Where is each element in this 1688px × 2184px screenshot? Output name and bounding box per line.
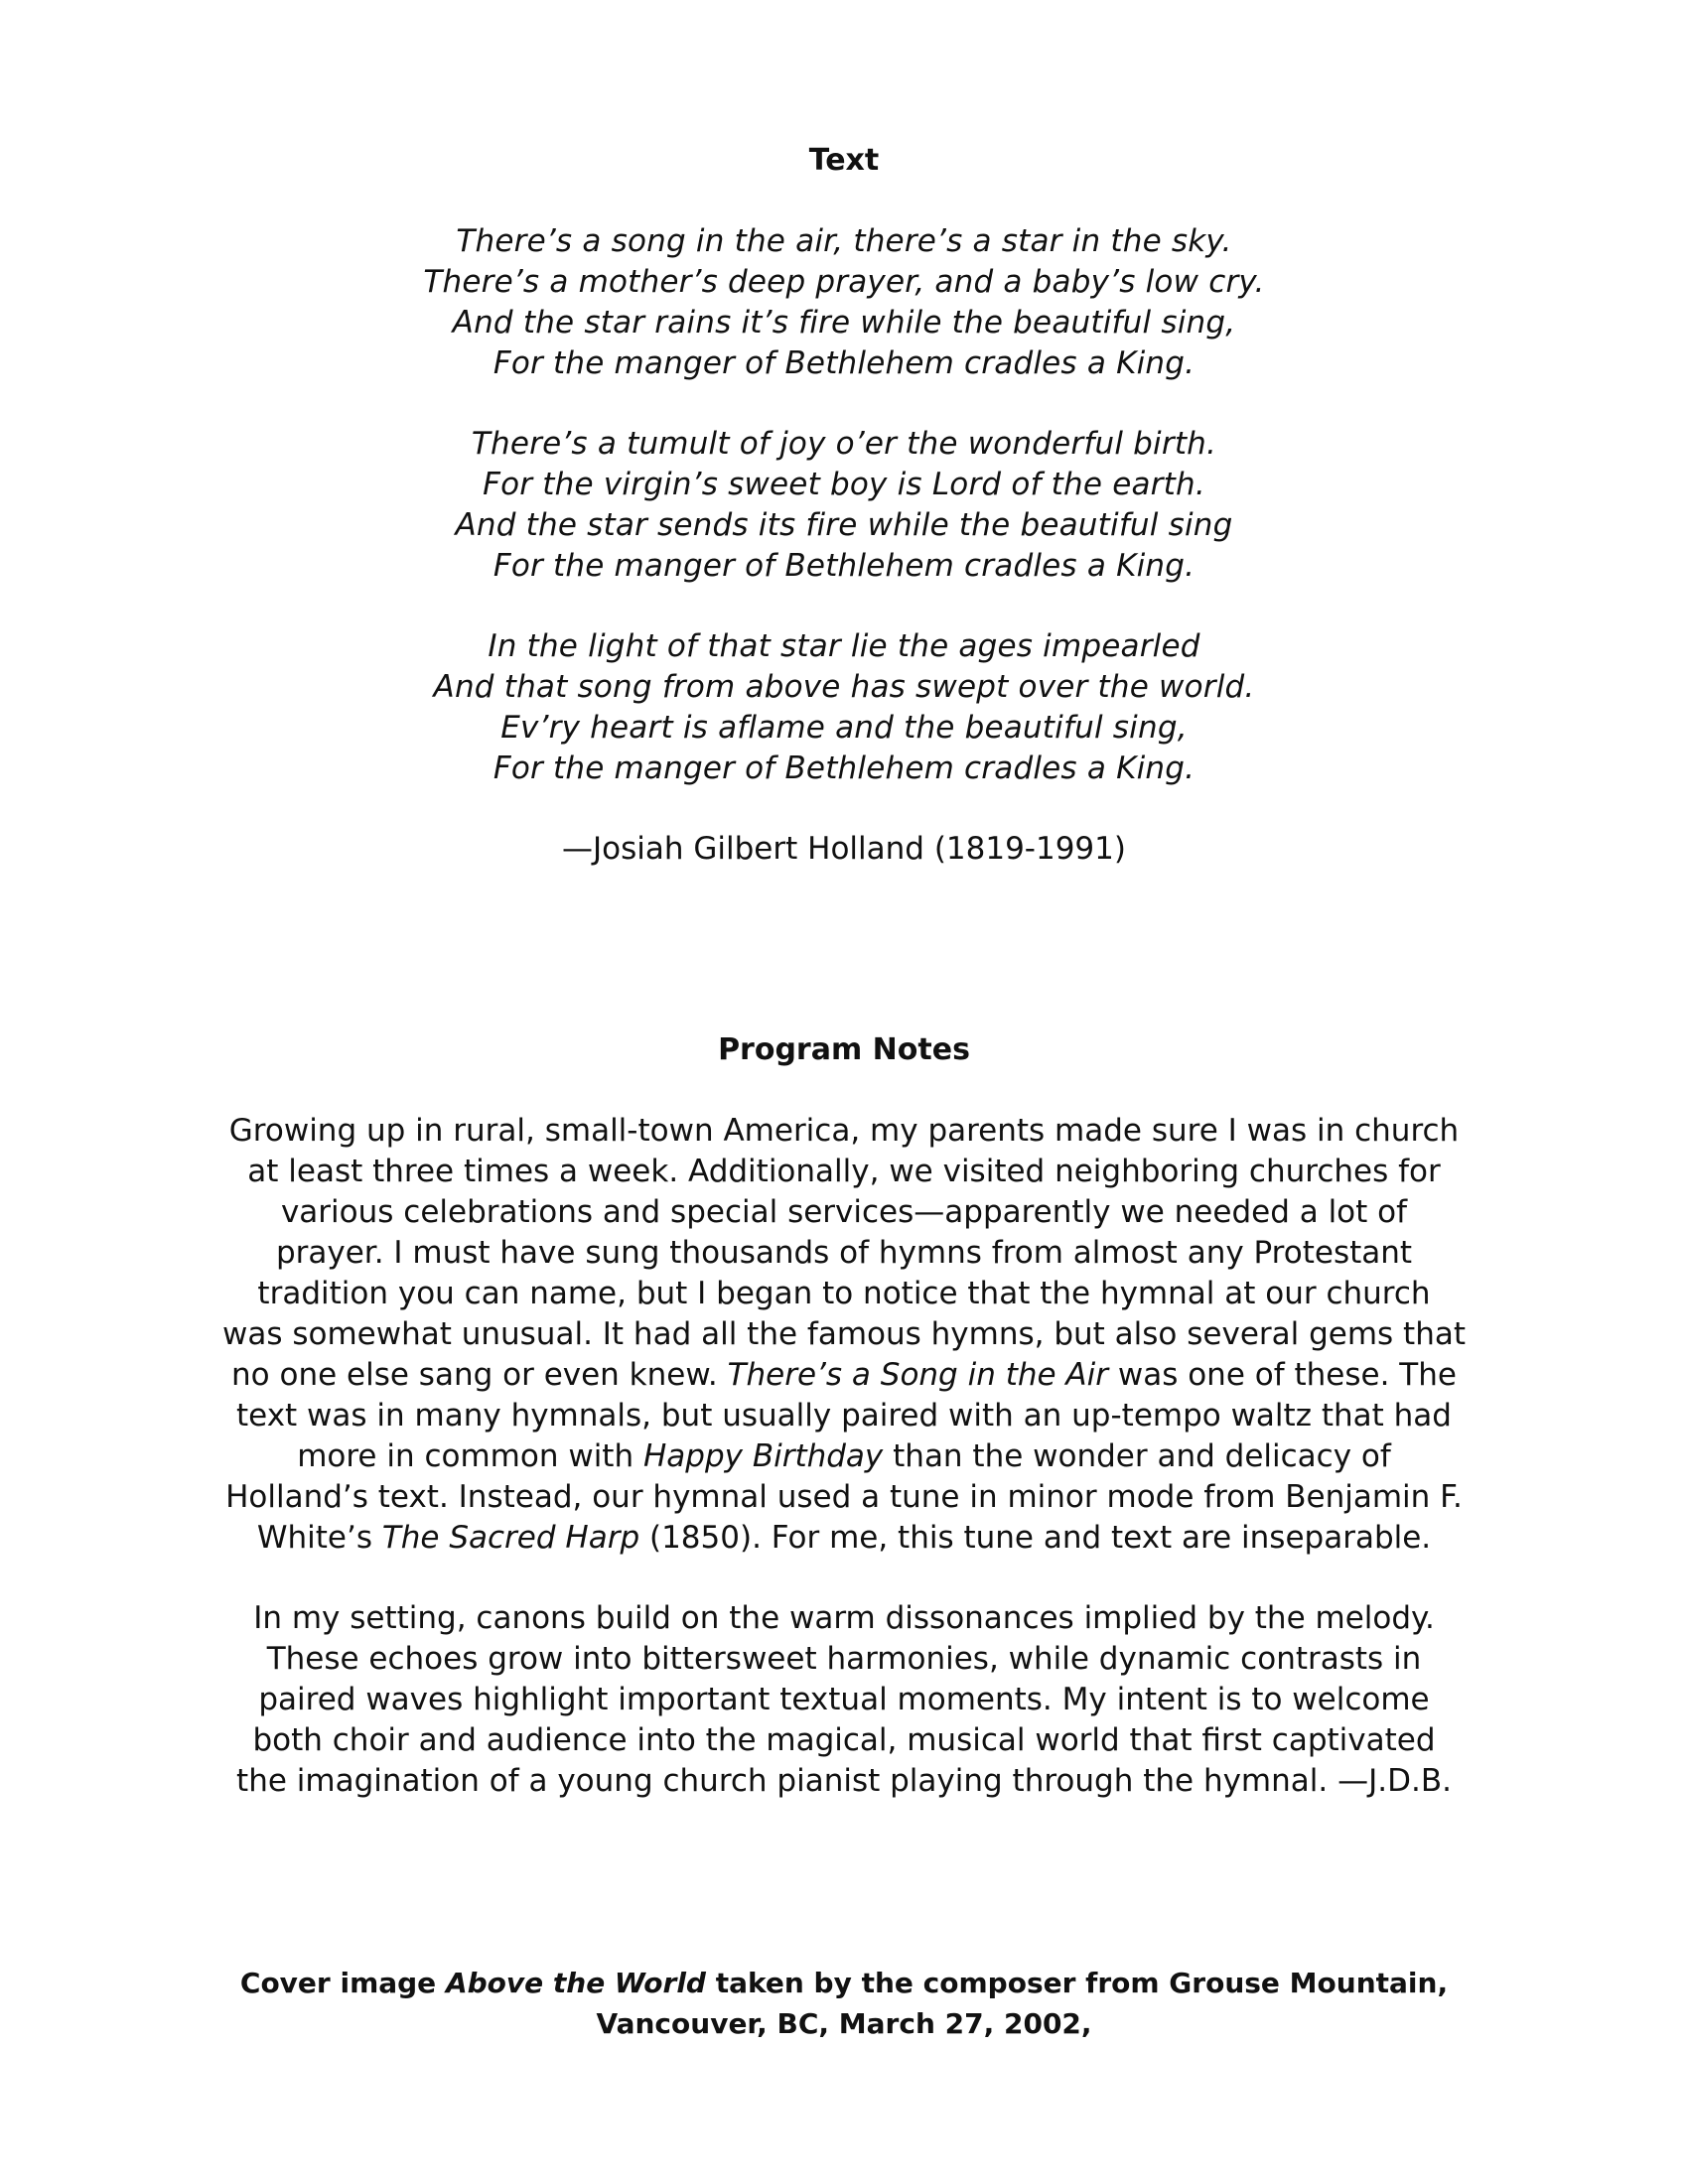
credit-line: Vancouver, BC, March 27, 2002, — [596, 2007, 1092, 2040]
notes-text: White’s — [256, 1520, 382, 1556]
notes-line: the imagination of a young church pianist playing through the hymnal. —J.D.B. — [236, 1763, 1452, 1799]
notes-line: In my setting, canons build on the warm dissonances implied by the melody. — [253, 1600, 1435, 1636]
poem-line: And the star sends its fire while the beautiful sing — [455, 507, 1233, 543]
poem-line: For the virgin’s sweet boy is Lord of the earth. — [483, 467, 1205, 502]
program-notes-paragraph — [0, 1111, 1688, 1559]
text-section-heading: Text — [808, 143, 880, 178]
credit-text: taken by the composer from Grouse Mountain, — [705, 1967, 1449, 1999]
poem-stanza — [0, 221, 1688, 384]
program-notes-paragraph — [0, 1598, 1688, 1802]
notes-text: was one of these. The — [1108, 1357, 1457, 1393]
poem-attribution: —Josiah Gilbert Holland (1819-1991) — [562, 831, 1126, 867]
notes-line — [0, 1518, 1688, 1559]
book-title: The Sacred Harp — [381, 1520, 640, 1556]
poem-line: There’s a mother’s deep prayer, and a baby’s low cry. — [423, 264, 1265, 300]
notes-text: more in common with — [297, 1438, 643, 1474]
poem-line: There’s a song in the air, there’s a star in the sky. — [456, 223, 1232, 259]
poem-stanza — [0, 424, 1688, 587]
poem-line: And the star rains it’s fire while the beautiful sing, — [452, 305, 1236, 341]
notes-text: no one else sang or even knew. — [231, 1357, 728, 1393]
poem-stanza — [0, 626, 1688, 789]
notes-line: These echoes grow into bittersweet harmonies, while dynamic contrasts in — [266, 1641, 1422, 1677]
notes-line: Holland’s text. Instead, our hymnal used a tune in minor mode from Benjamin F. — [225, 1479, 1463, 1515]
song-title: Happy Birthday — [642, 1438, 884, 1474]
notes-line: text was in many hymnals, but usually paired with an up-tempo waltz that had — [236, 1398, 1452, 1433]
image-title: Above the World — [445, 1967, 706, 1999]
credit-line — [0, 1963, 1688, 2003]
cover-image-credit — [0, 1963, 1688, 2044]
song-title: There’s a Song in the Air — [727, 1357, 1108, 1393]
notes-line: at least three times a week. Additionally, we visited neighboring churches for — [247, 1154, 1441, 1189]
notes-line: various celebrations and special services—apparently we needed a lot of — [280, 1194, 1408, 1230]
poem-line: In the light of that star lie the ages impearled — [488, 628, 1200, 664]
poem-line: There’s a tumult of joy o’er the wonderful birth. — [471, 426, 1217, 462]
notes-line — [0, 1355, 1688, 1396]
notes-line: both choir and audience into the magical, musical world that first captivated — [252, 1722, 1436, 1758]
notes-line: prayer. I must have sung thousands of hymns from almost any Protestant — [275, 1235, 1413, 1271]
credit-text: Cover image — [239, 1967, 446, 1999]
notes-text: than the wonder and delicacy of — [883, 1438, 1391, 1474]
program-notes-heading: Program Notes — [718, 1032, 970, 1067]
poem-line: And that song from above has swept over the world. — [433, 669, 1255, 705]
notes-line: was somewhat unusual. It had all the famous hymns, but also several gems that — [221, 1316, 1467, 1352]
poem-line: For the manger of Bethlehem cradles a King. — [492, 345, 1196, 381]
poem-line: For the manger of Bethlehem cradles a King. — [492, 751, 1196, 786]
poem-line: Ev’ry heart is aflame and the beautiful sing, — [500, 710, 1188, 746]
notes-text: (1850). For me, this tune and text are inseparable. — [639, 1520, 1432, 1556]
notes-line: Growing up in rural, small-town America, my parents made sure I was in church — [228, 1113, 1460, 1149]
notes-line: tradition you can name, but I began to notice that the hymnal at our church — [257, 1276, 1431, 1311]
notes-line: paired waves highlight important textual moments. My intent is to welcome — [258, 1682, 1430, 1717]
poem-line: For the manger of Bethlehem cradles a King. — [492, 548, 1196, 584]
notes-line — [0, 1436, 1688, 1477]
